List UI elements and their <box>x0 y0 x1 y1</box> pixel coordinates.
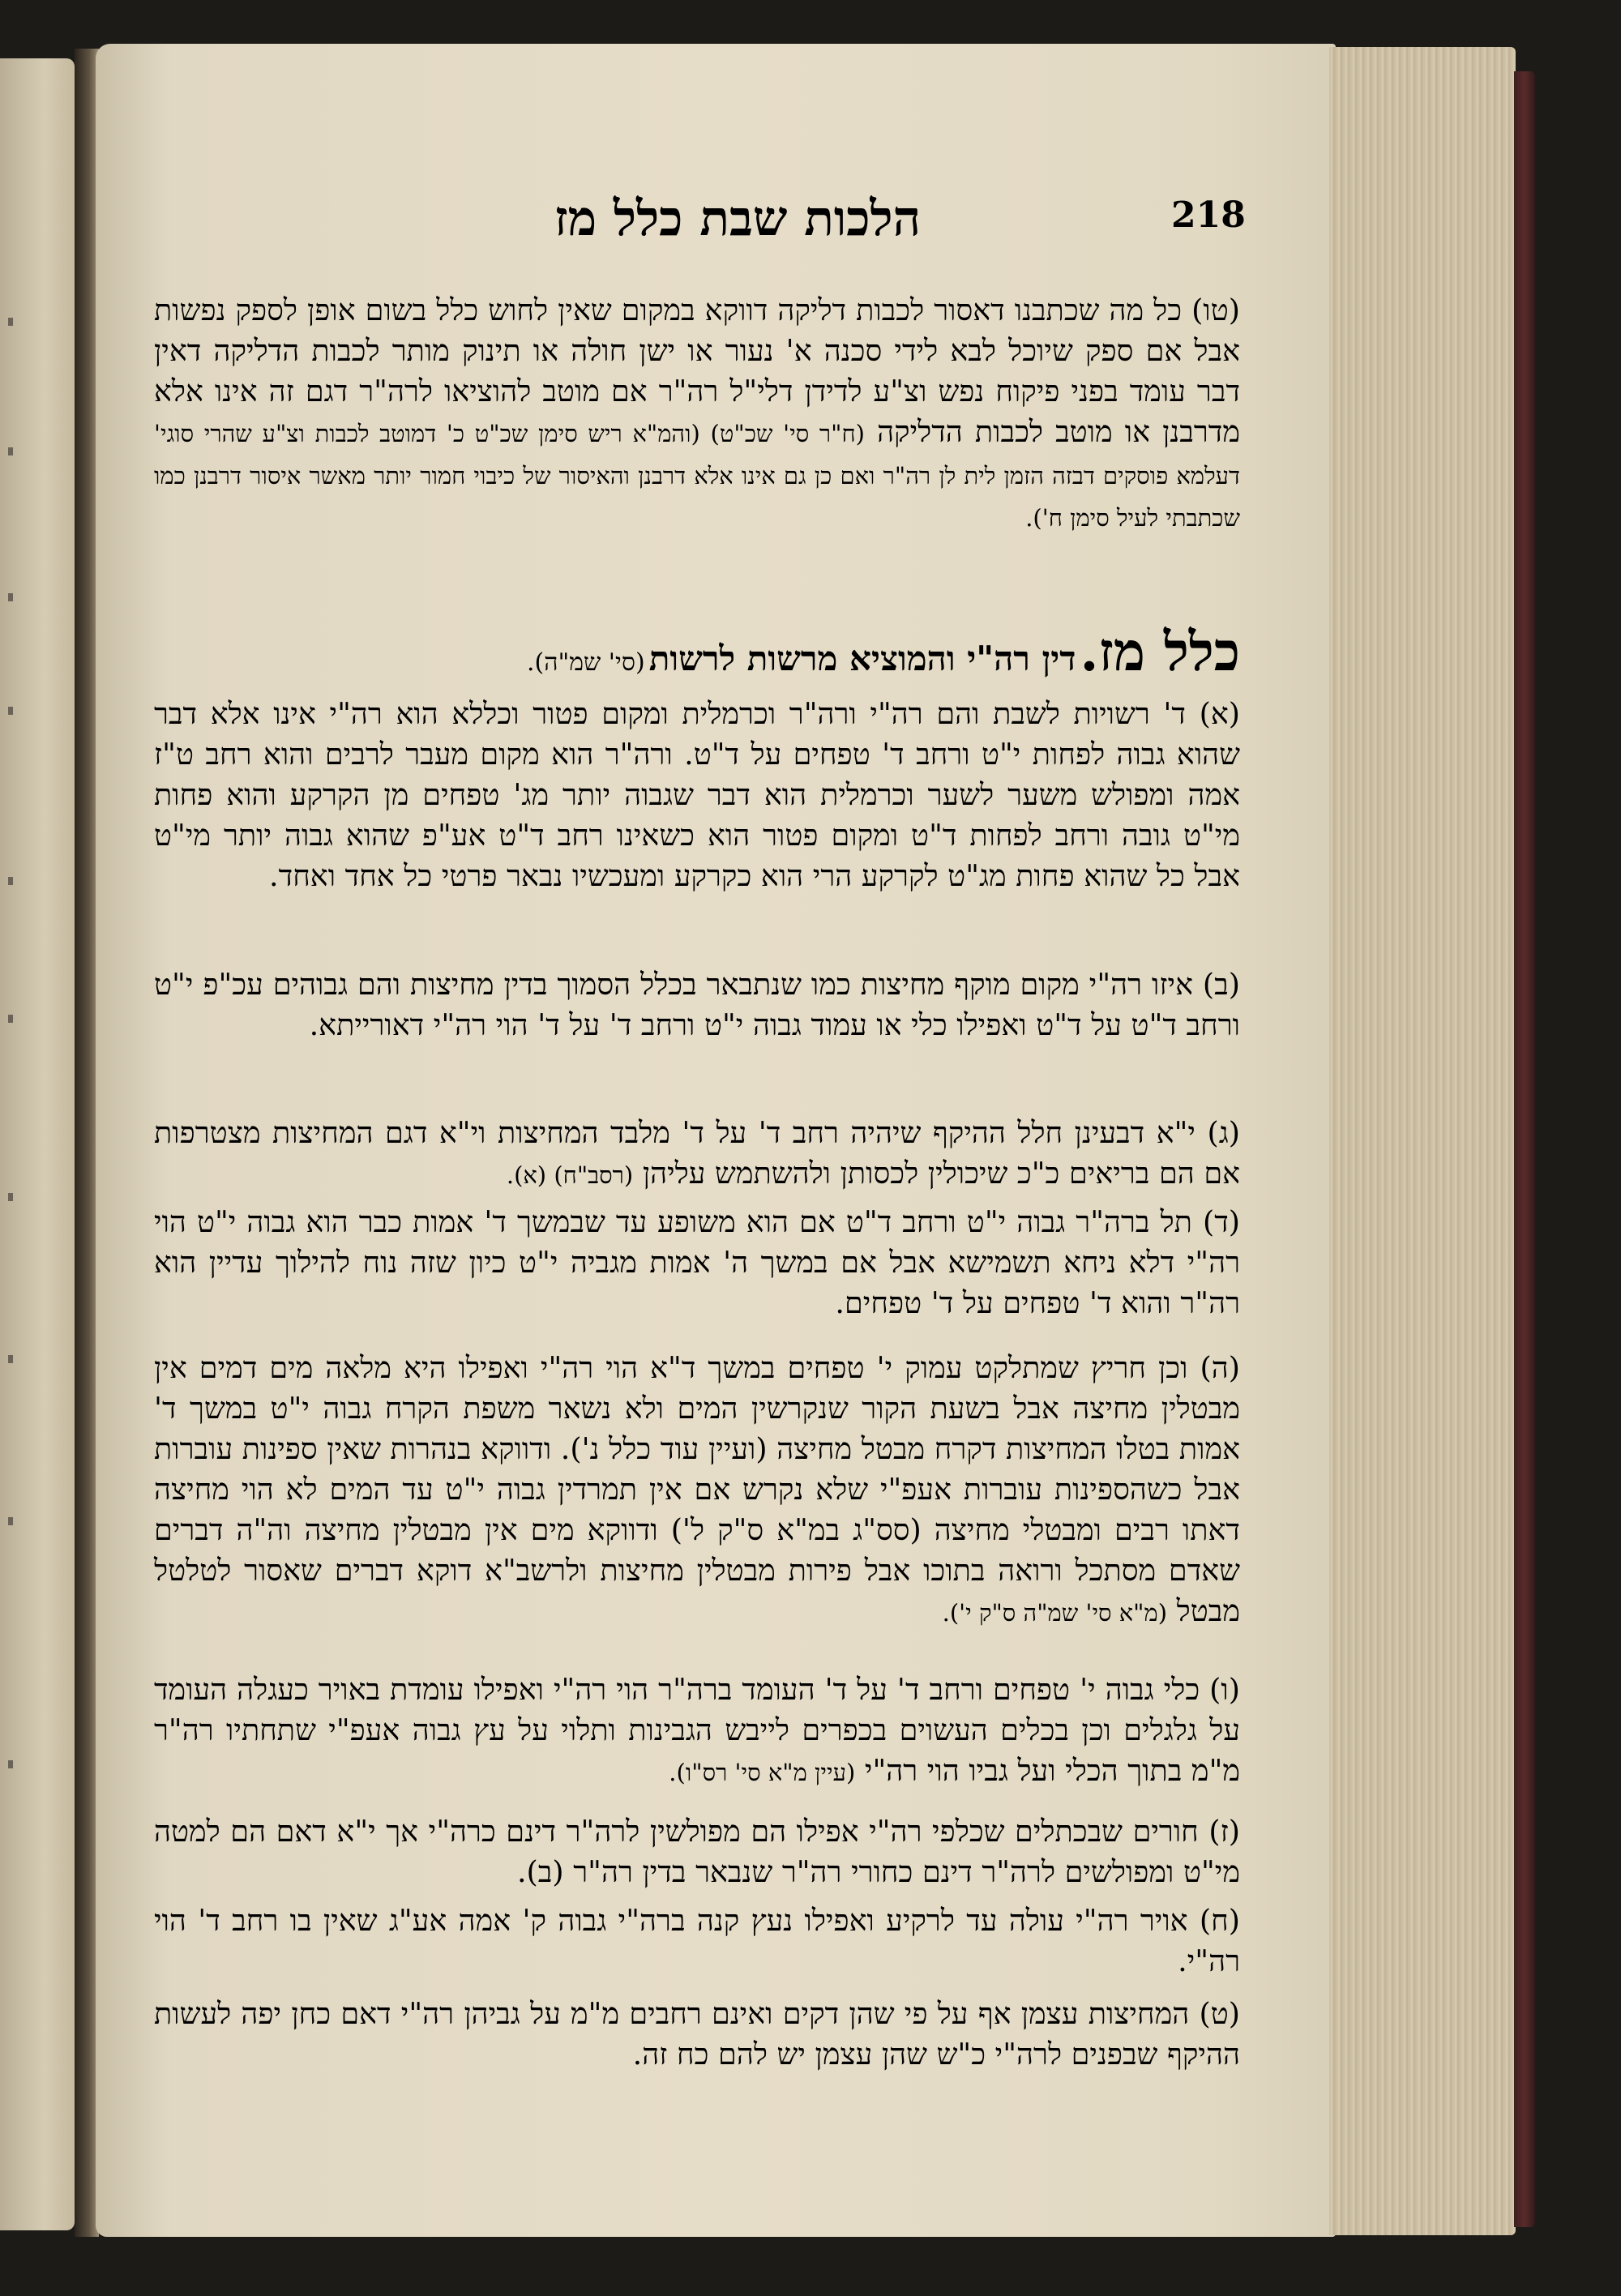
paragraph-he <box>154 1348 1240 1633</box>
section-heading-title: דין רה"י והמוציא מרשות לרשות <box>648 639 1076 678</box>
paragraph-text: (ה) וכן חריץ שמתלקט עמוק י' טפחים במשך ד"א הוי רה"י ואפילו היא מלאה מים דמים אין מבטלין מחיצה אבל בשעת הקור שנקרשין המים ולא נשאר משפת הקרח גבוה י"ט במשך ד' אמות בטלו המחיצות דקרח מבטל מחיצה (ועיין עוד כלל נ'). ודווקא בנהרות שאין ספינות עוברות אבל כשהספינות עוברות אעפ"י שלא נקרש אם אין תמרדין גבוה י"ט עד המים לא הוי מחיצה דאתו רבים ומבטלי מחיצה (סס"ג במ"א ס"ק ל') ודווקא מים אין מבטלין מחיצה וה"ה דברים שאדם מסתכל ורואה בתוכו אבל פירות מבטלין מחיצות ולרשב"א דוקא דברים שאסור לטלטל מבטל <box>154 1350 1240 1628</box>
paragraph-text: (ג) י"א דבעינן חלל ההיקף שיהיה רחב ד' על ד' מלבד המחיצות וי"א דגם המחיצות מצטרפות אם הם בריאים כ"כ שיכולין לכסותן ולהשתמש עליהן <box>154 1115 1240 1191</box>
paragraph-note: (רסב"ח) (א). <box>506 1161 634 1189</box>
facing-page-edge <box>0 58 75 2230</box>
book-cover-edge <box>1514 71 1535 2227</box>
paragraph-chet <box>154 1901 1240 1982</box>
page-fore-edge <box>1329 47 1516 2235</box>
paragraph-note: (עיין מ"א סי' רס"ו). <box>669 1759 856 1786</box>
page-title: הלכות שבת כלל מז <box>554 190 922 247</box>
paragraph-note: (מ"א סי' שמ"ה ס"ק י'). <box>942 1599 1168 1627</box>
paragraph-text: (ב) איזו רה"י מקום מוקף מחיצות כמו שנתבאר בכלל הסמוך בדין מחיצות והם גבוהים עכ"פ י"ט ורחב ד"ט על ד"ט ואפילו כלי או עמוד גבוה י"ט ורחב ד' על ד' הוי רה"י דאורייתא. <box>154 967 1240 1042</box>
paragraph-text: (א) ד' רשויות לשבת והם רה"י ורה"ר וכרמלית ומקום פטור וכללא הוא רה"י אינו אלא דבר שהוא גבוה לפחות י"ט ורחב ד' טפחים על ד"ט. ורה"ר הוא מקום מעבר לרבים והוא רחב ט"ז אמה ומפולש משער לשער וכרמלית הוא דבר שגבוה יותר מג' טפחים מן הקרקע והוא פחות מי"ט גובה ורחב לפחות ד"ט ומקום פטור הוא כשאינו רחב ד"ט אע"פ שהוא גבוה יותר מי"ט אבל כל שהוא פחות מג"ט לקרקע הרי הוא כקרקע ומעכשיו נבאר פרטי כל אחד ואחד. <box>154 696 1240 893</box>
paragraph-bet <box>154 964 1240 1045</box>
section-heading-ref: (סי' שמ"ה). <box>526 648 645 677</box>
paragraph-vav <box>154 1670 1240 1793</box>
paragraph-dalet <box>154 1202 1240 1323</box>
paragraph-alef <box>154 694 1240 896</box>
paragraph-text: (ט) המחיצות עצמן אף על פי שהן דקים ואינם רחבים מ"מ על גביהן רה"י דאם כחן יפה לעשות ההיקף שבפנים לרה"י כ"ש שהן עצמן יש להם כח זה. <box>154 1996 1240 2072</box>
paragraph-zayin <box>154 1811 1240 1892</box>
paragraph-text: (ח) אויר רה"י עולה עד לרקיע ואפילו נעץ קנה ברה"י גבוה ק' אמה אע"ג שאין בו רחב ד' הוי רה"י. <box>154 1903 1240 1978</box>
paragraph-15 <box>154 290 1240 538</box>
facing-page-marks <box>0 58 75 2230</box>
paragraph-gimel <box>154 1113 1240 1195</box>
paragraph-text: (ו) כלי גבוה י' טפחים ורחב ד' על ד' העומד ברה"ר הוי רה"י ואפילו עומדת באויר כעגלה העומד על גלגלים וכן בכלים העשוים בכפרים לייבש הגבינות ותלוי על עץ גבוה אעפ"י שתחתיו רה"ר מ"מ בתוך הכלי ועל גביו הוי רה"י <box>154 1672 1240 1788</box>
paragraph-text: (ד) תל ברה"ר גבוה י"ט ורחב ד"ט אם הוא משופע עד שבמשך ד' אמות כבר הוא גבוה י"ט הוי רה"י דלא ניחא תשמישא אבל אם במשך ה' אמות מגביה י"ט כיון שזה נוח להילוך עדיין הוא רה"ר והוא ד' טפחים על ד' טפחים. <box>154 1204 1240 1320</box>
paragraph-text: (ז) חורים שבכתלים שכלפי רה"י אפילו הם מפולשין לרה"ר דינם כרה"י אך י"א דאם הם למטה מי"ט ומפולשים לרה"ר דינם כחורי רה"ר שנבאר בדין רה"ר (ב). <box>154 1814 1240 1889</box>
paragraph-text: (טו) כל מה שכתבנו דאסור לכבות דליקה דווקא במקום שאין לחוש כלל בשום אופן לספק נפשות אבל אם ספק שיוכל לבא לידי סכנה א' נעור או ישן חולה או תינוק מותר לכבות הדליקה דאין דבר עומד בפני פיקוח נפש וצ"ע לדידן דלי"ל רה"ר אם מוטב להוציאו לרה"ר דגם זה אינו אלא מדרבנן או מוטב לכבות הדליקה <box>154 293 1240 449</box>
page-number: 218 <box>1171 195 1246 236</box>
section-heading <box>308 620 1240 684</box>
paragraph-note: (ח"ר סי' שכ"ט) (והמ"א ריש סימן שכ"ט כ' דמוטב לכבות וצ"ע שהרי סוגי' דעלמא פוסקים דבזה הזמן לית לן רה"ר ואם כן גם אינו אלא דרבנן והאיסור של כיבוי חמור יותר מאשר איסור דרבנן כמו שכתבתי לעיל סימן ח'). <box>154 420 1240 532</box>
paragraph-tet <box>154 1994 1240 2075</box>
section-heading-number: כלל מז. <box>1080 620 1240 683</box>
